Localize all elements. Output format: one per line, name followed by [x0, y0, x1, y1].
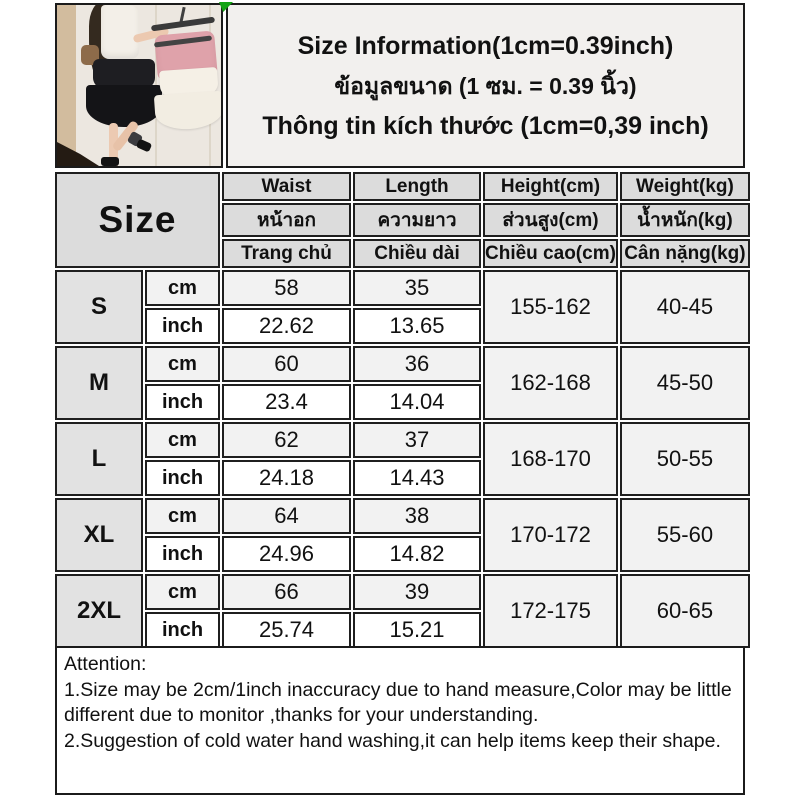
header-weight-th: น้ำหนัก(kg)	[620, 203, 750, 237]
waist-value: 23.4	[222, 384, 351, 420]
header-waist-en: Waist	[222, 172, 351, 201]
height-range: 155-162	[483, 270, 618, 344]
length-value: 38	[353, 498, 481, 534]
size-corner-header: Size	[55, 172, 220, 268]
unit-cell: cm	[145, 270, 220, 306]
table-row	[55, 346, 750, 382]
length-value: 14.82	[353, 536, 481, 572]
attention-line-1: 1.Size may be 2cm/1inch inaccuracy due to hand measure,Color may be little different due to monitor ,thanks for your understanding.	[64, 678, 732, 727]
photo-black-shoe	[101, 157, 119, 166]
attention-line-2: 2.Suggestion of cold water hand washing,it can help items keep their shape.	[64, 730, 721, 753]
unit-cell: inch	[145, 612, 220, 648]
size-cell: XL	[55, 498, 143, 572]
attention-note	[55, 646, 745, 795]
header-weight-en: Weight(kg)	[620, 172, 750, 201]
header-height-vi: Chiều cao(cm)	[483, 239, 618, 268]
size-cell: 2XL	[55, 574, 143, 648]
height-range: 170-172	[483, 498, 618, 572]
title-panel	[226, 3, 745, 168]
unit-cell: cm	[145, 574, 220, 610]
header-weight-vi: Cân nặng(kg)	[620, 239, 750, 268]
header-waist-th: หน้าอก	[222, 203, 351, 237]
table-row	[55, 498, 750, 534]
photo-model-white-top	[101, 5, 139, 59]
size-table	[53, 170, 752, 650]
table-row	[55, 422, 750, 458]
header-waist-vi: Trang chủ	[222, 239, 351, 268]
weight-range: 50-55	[620, 422, 750, 496]
height-range: 172-175	[483, 574, 618, 648]
photo-black-skirt-tier2	[86, 85, 162, 127]
photo-white-skirt-tier2	[154, 91, 223, 132]
unit-cell: inch	[145, 384, 220, 420]
unit-cell: cm	[145, 498, 220, 534]
unit-cell: inch	[145, 308, 220, 344]
length-value: 14.43	[353, 460, 481, 496]
header-height-en: Height(cm)	[483, 172, 618, 201]
header-length-th: ความยาว	[353, 203, 481, 237]
header-length-vi: Chiều dài	[353, 239, 481, 268]
weight-range: 40-45	[620, 270, 750, 344]
length-value: 35	[353, 270, 481, 306]
waist-value: 24.18	[222, 460, 351, 496]
header-row-en	[55, 172, 750, 201]
title-thai: ข้อมูลขนาด (1 ซม. = 0.39 นิ้ว)	[334, 73, 637, 99]
height-range: 162-168	[483, 346, 618, 420]
size-cell: M	[55, 346, 143, 420]
weight-range: 45-50	[620, 346, 750, 420]
weight-range: 60-65	[620, 574, 750, 648]
photo-wall-tan-strip	[57, 5, 76, 166]
unit-cell: cm	[145, 346, 220, 382]
length-value: 36	[353, 346, 481, 382]
size-cell: S	[55, 270, 143, 344]
length-value: 37	[353, 422, 481, 458]
unit-cell: inch	[145, 460, 220, 496]
product-photo	[55, 3, 223, 168]
waist-value: 58	[222, 270, 351, 306]
header-height-th: ส่วนสูง(cm)	[483, 203, 618, 237]
waist-value: 24.96	[222, 536, 351, 572]
waist-value: 60	[222, 346, 351, 382]
waist-value: 64	[222, 498, 351, 534]
table-row	[55, 270, 750, 306]
unit-cell: cm	[145, 422, 220, 458]
waist-value: 22.62	[222, 308, 351, 344]
table-row	[55, 574, 750, 610]
length-value: 39	[353, 574, 481, 610]
attention-heading: Attention:	[64, 653, 147, 675]
length-value: 13.65	[353, 308, 481, 344]
length-value: 15.21	[353, 612, 481, 648]
weight-range: 55-60	[620, 498, 750, 572]
waist-value: 62	[222, 422, 351, 458]
photo-black-shoe	[136, 139, 152, 153]
size-cell: L	[55, 422, 143, 496]
height-range: 168-170	[483, 422, 618, 496]
length-value: 14.04	[353, 384, 481, 420]
waist-value: 25.74	[222, 612, 351, 648]
unit-cell: inch	[145, 536, 220, 572]
title-english: Size Information(1cm=0.39inch)	[297, 32, 674, 60]
header-length-en: Length	[353, 172, 481, 201]
title-vietnamese: Thông tin kích thước (1cm=0,39 inch)	[262, 112, 709, 140]
waist-value: 66	[222, 574, 351, 610]
